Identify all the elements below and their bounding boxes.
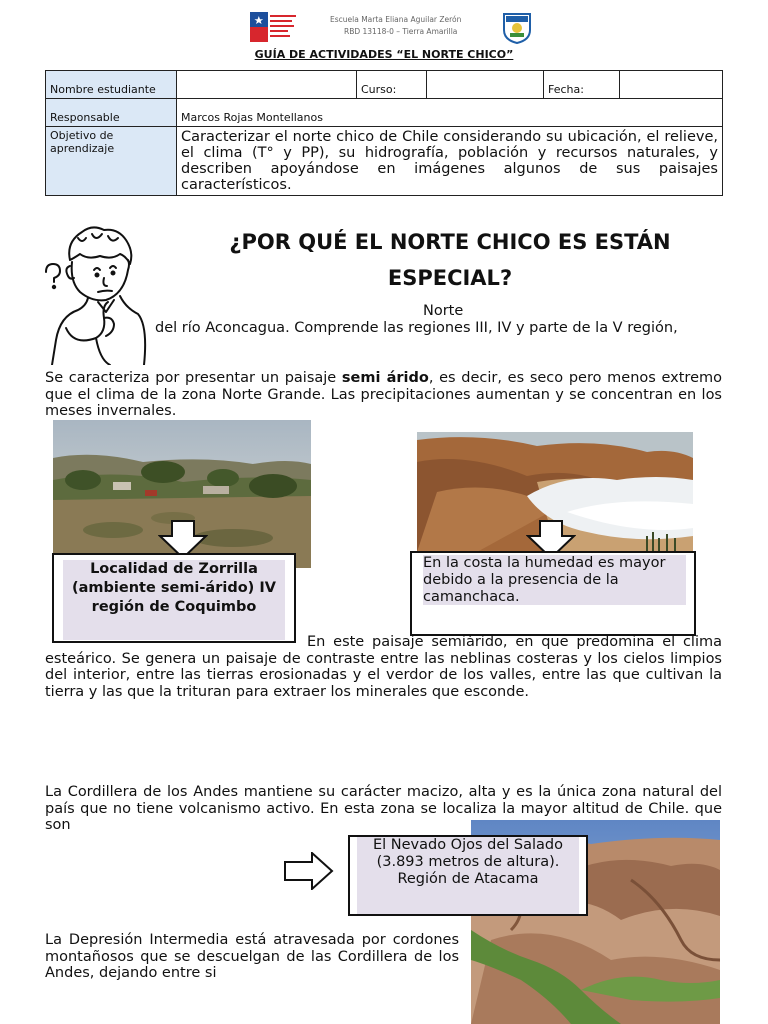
school-name: Escuela Marta Eliana Aguilar Zerón bbox=[330, 15, 462, 24]
caption-nevado-box bbox=[348, 835, 588, 916]
responsible-value: Marcos Rojas Montellanos bbox=[177, 99, 723, 127]
thinking-boy-illustration bbox=[40, 220, 150, 365]
objective-value: Caracterizar el norte chico de Chile considerando su ubicación, el relieve, el clima (T° y PP), su hidrografía, población y recursos naturales, y describen apoyándose en imágenes algunos de sus paisajes característicos. bbox=[177, 127, 723, 196]
student-label: Nombre estudiante bbox=[46, 71, 177, 99]
right-arrow-icon bbox=[284, 852, 334, 890]
caption-camanchaca-box bbox=[410, 551, 696, 636]
paragraph-semi-arid bbox=[45, 370, 722, 420]
objective-label: Objetivo de aprendizaje bbox=[46, 127, 177, 196]
responsible-label: Responsable bbox=[46, 99, 177, 127]
guide-title: GUÍA DE ACTIVIDADES “EL NORTE CHICO” bbox=[254, 48, 514, 61]
course-label: Curso: bbox=[357, 71, 427, 99]
course-field[interactable] bbox=[427, 71, 544, 99]
school-info bbox=[330, 14, 500, 38]
caption-zorrilla-box bbox=[52, 553, 296, 643]
info-table bbox=[45, 70, 723, 196]
paragraph-contrast: En este paisaje semiárido, en que predomina el clima esteárico. Se genera un paisaje de contraste entre las neblinas costeras y los cielos limpios del interior, entre las tierras erosionadas y el verdor de los valles, entre las que cultivan la tierra y las que la trituran para extraer los minerales que esconde. bbox=[45, 634, 722, 700]
semi-arid-term: semi árido bbox=[341, 370, 429, 386]
date-field[interactable] bbox=[620, 71, 723, 99]
paragraph-depresion: La Depresión Intermedia está atravesada por cordones montañosos que se descuelgan de las Cordillera de los Andes, dejando entre si bbox=[45, 932, 459, 981]
paragraph-andes: La Cordillera de los Andes mantiene su carácter macizo, alta y es la única zona natural del país que no tiene volcanismo activo. En esta zona se localiza la mayor altitud de Chile. que son bbox=[45, 784, 722, 833]
intro-text: del río Aconcagua. Comprende las regiones III, IV y parte de la V región, bbox=[155, 320, 678, 336]
paragraph-semi-arid-end: , es decir, es seco pero menos extremo que el clima de la zona Norte Grande. Las precipitaciones aumentan y se concentran en los meses invernales. bbox=[45, 370, 722, 419]
caption-camanchaca: En la costa la humedad es mayor debido a la presencia de la camanchaca. bbox=[423, 555, 686, 605]
school-rbd: RBD 13118-0 – Tierra Amarilla bbox=[344, 27, 458, 36]
date-label: Fecha: bbox=[544, 71, 620, 99]
student-name-field[interactable] bbox=[177, 71, 357, 99]
ministry-logo bbox=[250, 12, 298, 42]
caption-nevado: El Nevado Ojos del Salado (3.893 metros de altura). Región de Atacama bbox=[357, 837, 579, 914]
caption-zorrilla: Localidad de Zorrilla (ambiente semi-árido) IV región de Coquimbo bbox=[63, 560, 285, 640]
main-title: ¿POR QUÉ EL NORTE CHICO ES ESTÁN ESPECIAL? bbox=[229, 230, 671, 290]
paragraph-semi-arid-start: Se caracteriza por presentar un paisaje bbox=[45, 370, 342, 386]
school-crest bbox=[502, 12, 532, 44]
intro-norte-word: Norte bbox=[423, 303, 464, 319]
